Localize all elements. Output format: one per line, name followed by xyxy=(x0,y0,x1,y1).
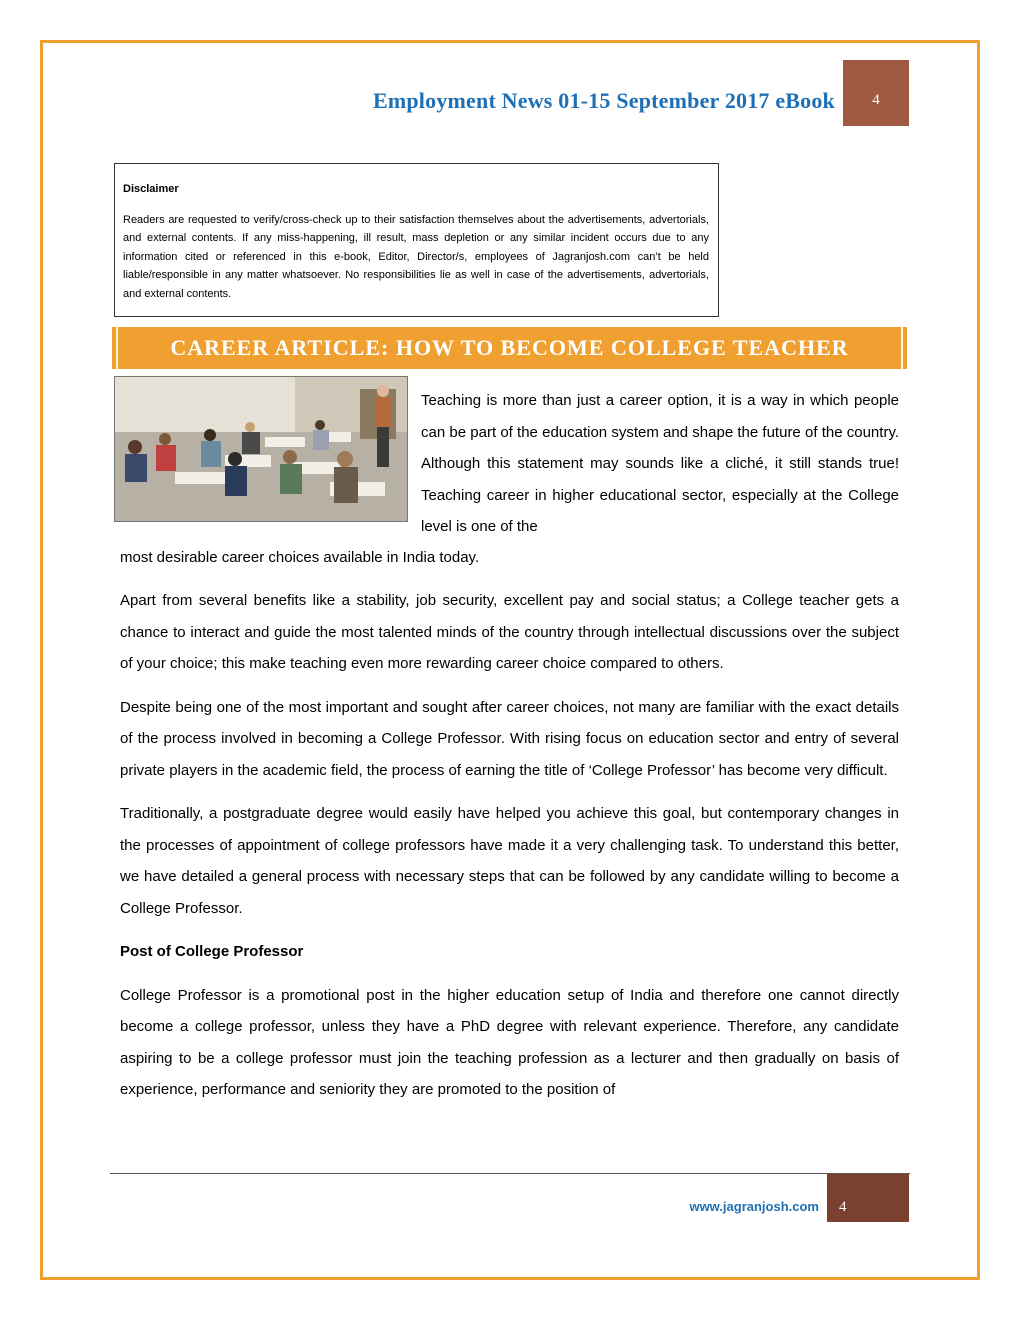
section-heading: Post of College Professor xyxy=(120,943,304,960)
footer-url[interactable]: www.jagranjosh.com xyxy=(689,1199,819,1214)
classroom-illustration xyxy=(115,377,407,521)
footer-page-number: 4 xyxy=(839,1199,847,1215)
header-title: Employment News 01-15 September 2017 eBook xyxy=(372,88,835,113)
paragraph-post: College Professor is a promotional post in the higher education setup of India and therefore one cannot directly become a college professor, unless they have a PhD degree with relevant experience. Therefore, any candidate aspiring to be a college professor must join the teaching profession as a lecturer and then gradually on basis of experience, performance and seniority they are promoted to the position of xyxy=(120,986,899,1098)
footer-divider xyxy=(110,1173,910,1174)
article-body xyxy=(120,585,899,1118)
disclaimer-box xyxy=(114,163,719,317)
footer-page-number-box xyxy=(827,1174,909,1222)
intro-paragraph: Teaching is more than just a career option, it is a way in which people can be part of the education system and shape the future of the country. Although this statement may sounds like a cliché, it still stands true! Teaching career in higher educational sector, especially at the College level is one of the xyxy=(421,392,899,535)
intro-paragraph-tail: most desirable career choices available in India today. xyxy=(120,549,480,566)
article-banner-title: CAREER ARTICLE: HOW TO BECOME COLLEGE TEACHER xyxy=(116,327,903,369)
paragraph-process: Despite being one of the most important and sought after career choices, not many are familiar with the exact details of the process involved in becoming a College Professor. With rising focus on education sector and entry of several private players in the academic field, the process of earning the title of ‘College Professor’ has become very difficult. xyxy=(120,698,899,779)
header-page-number-box xyxy=(843,60,909,126)
paragraph-benefits: Apart from several benefits like a stability, job security, excellent pay and social status; a College teacher gets a chance to interact and guide the most talented minds of the country through intellectual discussions over the subject of your choice; this make teaching even more rewarding career choice compared to others. xyxy=(120,592,899,672)
classroom-photo xyxy=(114,376,408,522)
header-page-number: 4 xyxy=(872,92,880,108)
article-banner xyxy=(112,327,907,369)
disclaimer-title: Disclaimer xyxy=(123,183,179,195)
paragraph-tradition: Traditionally, a postgraduate degree would easily have helped you achieve this goal, but contemporary changes in the processes of appointment of college professors have made it a very challenging task. To understand this better, we have detailed a general process with necessary steps that can be followed by any candidate willing to become a College Professor. xyxy=(120,805,899,917)
disclaimer-text: Readers are requested to verify/cross-check up to their satisfaction themselves about the advertisements, advertorials, and external contents. If any miss-happening, ill result, mass depletion or any similar incident occurs due to any information cited or referenced in this e-book, Editor, Director/s, employees of Jagranjosh.com can’t be held liable/responsible in any matter whatsoever. No responsibilities lie as well in case of the advertisements, advertorials, and external contents. xyxy=(123,213,709,300)
